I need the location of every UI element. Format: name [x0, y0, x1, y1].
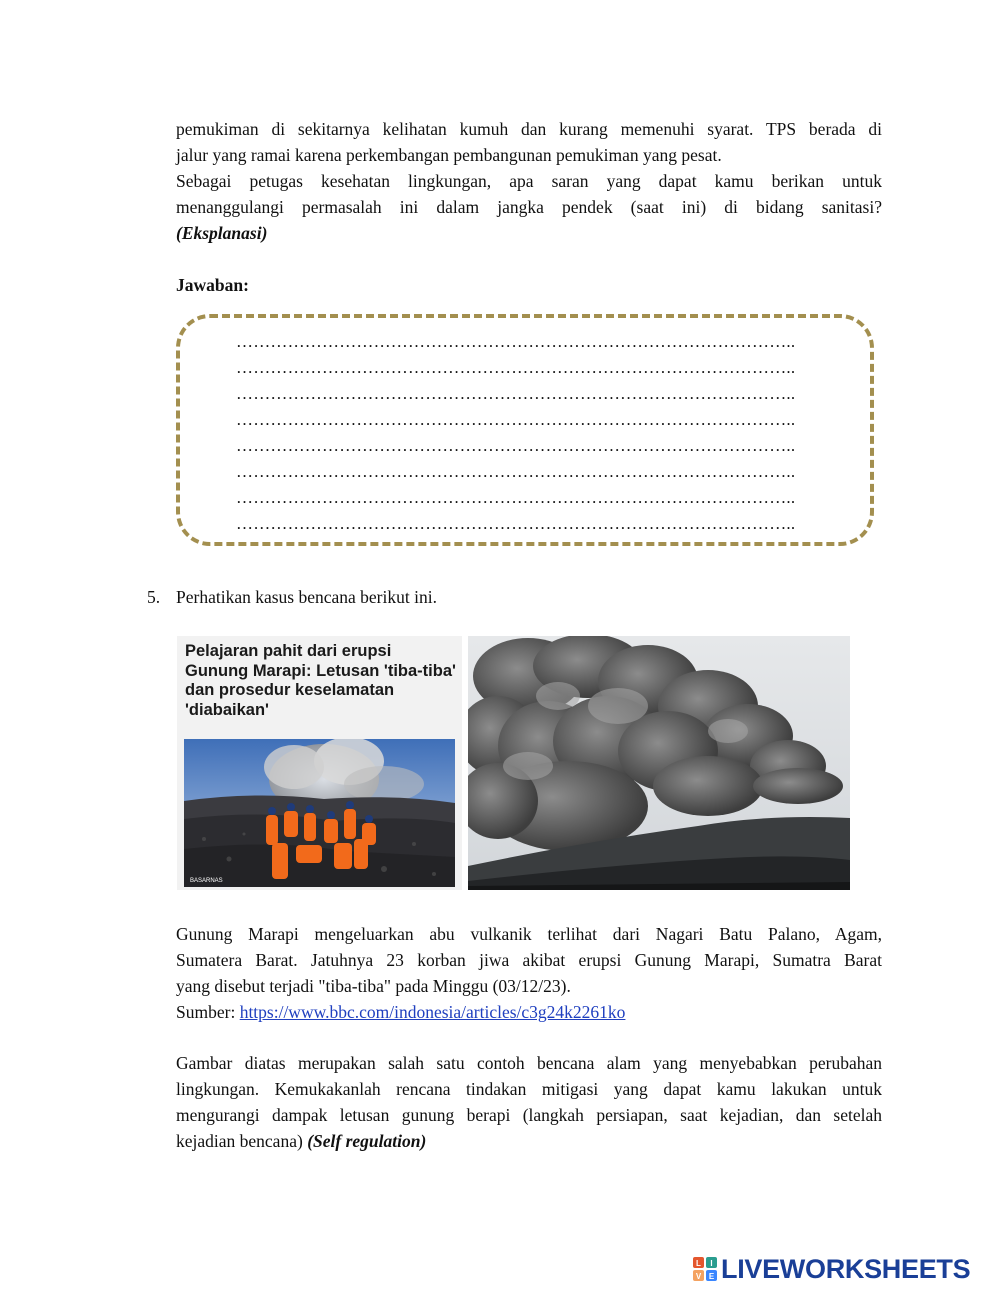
brand-name: LIVEWORKSHEETS [721, 1253, 971, 1284]
answer-line[interactable]: …………………………………………………………………………………….. [236, 358, 796, 377]
task-tag: (Self regulation) [307, 1131, 427, 1151]
question-number: 5. [147, 587, 161, 607]
photo-credit: BASARNAS [190, 878, 223, 884]
liveworksheets-logo[interactable] [693, 1254, 970, 1284]
svg-text:L: L [696, 1259, 701, 1268]
caption-line: Gunung Marapi mengeluarkan abu vulkanik terlihat dari Nagari Batu Palano, Agam, [176, 924, 882, 944]
intro-line: jalur yang ramai karena perkembangan pembangunan pemukiman yang pesat. [176, 145, 722, 165]
task-paragraph [176, 1050, 882, 1154]
svg-text:E: E [708, 1272, 715, 1281]
liveworksheets-logo-icon [693, 1257, 717, 1281]
answer-line[interactable]: …………………………………………………………………………………….. [236, 488, 796, 507]
intro-tag: (Eksplanasi) [176, 223, 268, 243]
svg-text:V: V [695, 1272, 702, 1281]
task-line: Gambar diatas merupakan salah satu contoh bencana alam yang menyebabkan perubahan [176, 1053, 882, 1073]
caption-line: yang disebut terjadi "tiba-tiba" pada Minggu (03/12/23). [176, 976, 571, 996]
rescue-team-photo [184, 739, 455, 887]
source-line [176, 999, 882, 1025]
question-text: Perhatikan kasus bencana berikut ini. [176, 587, 437, 607]
task-line-final [176, 1128, 882, 1154]
volcano-eruption-photo [468, 636, 850, 890]
answer-line[interactable]: …………………………………………………………………………………….. [236, 410, 796, 429]
caption-paragraph [176, 921, 882, 1025]
answer-line[interactable]: …………………………………………………………………………………….. [236, 514, 796, 533]
svg-text:I: I [710, 1259, 713, 1268]
task-line: mengurangi dampak letusan gunung berapi (langkah persiapan, saat kejadian, dan setelah [176, 1105, 882, 1125]
intro-line: Sebagai petugas kesehatan lingkungan, apa saran yang dapat kamu berikan untuk [176, 171, 882, 191]
answer-line[interactable]: …………………………………………………………………………………….. [236, 462, 796, 481]
answer-line[interactable]: …………………………………………………………………………………….. [236, 436, 796, 455]
caption-line: Sumatera Barat. Jatuhnya 23 korban jiwa akibat erupsi Gunung Marapi, Sumatra Barat [176, 950, 882, 970]
answer-label: Jawaban: [176, 275, 249, 295]
answer-line[interactable]: …………………………………………………………………………………….. [236, 384, 796, 403]
intro-line: pemukiman di sekitarnya kelihatan kumuh dan kurang memenuhi syarat. TPS berada di [176, 119, 882, 139]
task-line: lingkungan. Kemukakanlah rencana tindakan mitigasi yang dapat kamu lakukan untuk [176, 1079, 882, 1099]
source-label: Sumber: [176, 1002, 236, 1022]
task-line: kejadian bencana) [176, 1131, 303, 1151]
intro-paragraph [176, 116, 882, 246]
news-headline: Pelajaran pahit dari erupsi Gunung Marapi: Letusan 'tiba-tiba' dan prosedur keselamatan 'diabaikan' [185, 642, 456, 719]
source-link[interactable]: https://www.bbc.com/indonesia/articles/c3g24k2261ko [239, 1002, 626, 1022]
news-card-image [177, 636, 462, 890]
intro-line: menanggulangi permasalah ini dalam jangka pendek (saat ini) di bidang sanitasi? [176, 197, 882, 217]
answer-line[interactable]: …………………………………………………………………………………….. [236, 332, 796, 351]
